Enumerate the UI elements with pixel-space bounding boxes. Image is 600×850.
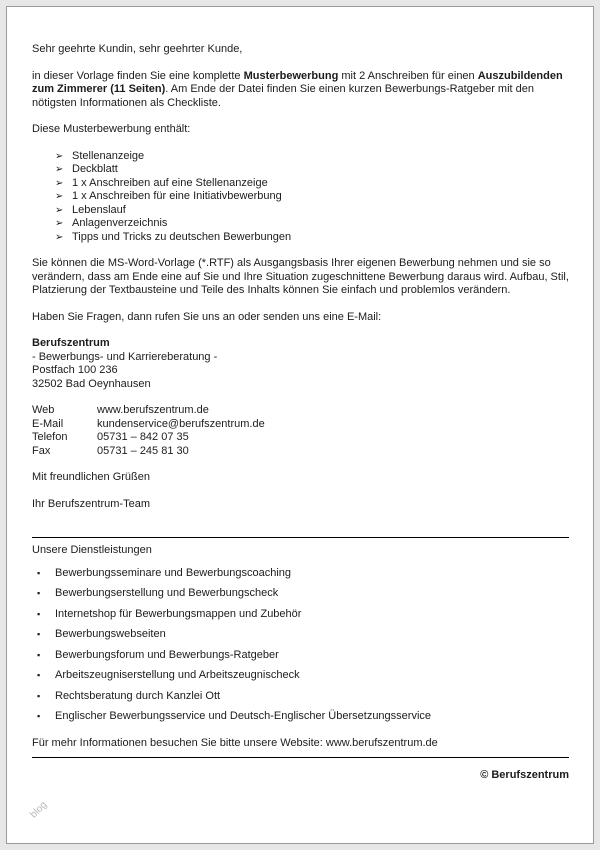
- text-segment: in dieser Vorlage finden Sie eine komplette: [32, 69, 244, 82]
- arrow-bullet-icon: ➢: [55, 191, 64, 202]
- contents-heading: Diese Musterbewerbung enthält:: [32, 123, 191, 135]
- text-segment: Auszubildenden zum Zimmerer (11 Seiten): [32, 69, 563, 95]
- services-list: [37, 567, 569, 724]
- list-item-text: Tipps und Tricks zu deutschen Bewerbungen: [72, 230, 292, 243]
- contact-value: www.berufszentrum.de: [97, 404, 209, 416]
- contents-list-item: [55, 163, 569, 177]
- list-item-text: Bewerbungserstellung und Bewerbungscheck: [55, 587, 279, 599]
- contents-list: [55, 150, 569, 245]
- arrow-bullet-icon: ➢: [55, 231, 64, 243]
- contact-row: [32, 445, 569, 459]
- list-item-text: Lebenslauf: [72, 203, 126, 216]
- square-bullet-icon: ▪: [37, 567, 41, 578]
- square-bullet-icon: ▪: [37, 629, 41, 639]
- list-item-text: Arbeitszeugniserstellung und Arbeitszeugnischeck: [55, 669, 300, 681]
- divider-bottom: [32, 757, 569, 758]
- square-bullet-icon: ▪: [37, 690, 41, 701]
- contents-list-item: [55, 231, 569, 245]
- contact-value: kundenservice@berufszentrum.de: [97, 417, 265, 430]
- contents-list-item: [55, 177, 569, 191]
- arrow-bullet-icon: ➢: [55, 164, 64, 175]
- contact-row: [32, 431, 569, 445]
- list-item-text: Englischer Bewerbungsservice und Deutsch-Englischer Übersetzungsservice: [55, 710, 432, 722]
- divider-top: [32, 537, 569, 538]
- contact-label: E-Mail: [32, 417, 64, 430]
- company-pobox: Postfach 100 236: [32, 364, 118, 376]
- intro-paragraph: [32, 70, 569, 111]
- company-subtitle: - Bewerbungs- und Karriereberatung -: [32, 350, 218, 363]
- square-bullet-icon: ▪: [37, 670, 41, 680]
- contact-value: 05731 – 245 81 30: [97, 444, 189, 457]
- contact-table: [32, 404, 569, 458]
- contents-list-item: [55, 190, 569, 204]
- document-page: [6, 6, 594, 844]
- contact-label: Web: [32, 404, 55, 416]
- contents-list-item: [55, 204, 569, 218]
- text-segment: Musterbewerbung: [243, 69, 339, 82]
- list-item-text: Stellenanzeige: [72, 149, 145, 162]
- service-list-item: [37, 608, 569, 622]
- contact-row: [32, 404, 569, 418]
- copyright: © Berufszentrum: [480, 769, 569, 781]
- service-list-item: [37, 628, 569, 642]
- arrow-bullet-icon: ➢: [55, 218, 64, 229]
- salutation: Sehr geehrte Kundin, sehr geehrter Kunde,: [32, 43, 243, 55]
- body-paragraph: Sie können die MS-Word-Vorlage (*.RTF) als Ausgangsbasis Ihrer eigenen Bewerbung nehmen und sie so verändern, dass am Ende eine auf Sie und Ihre Situation zugeschnittene Bewerbung daraus wird. Aufbau, Stil, Platzierung der Textbausteine und Teile des Inhalts können Sie einfach und problemlos verändern.: [32, 257, 569, 296]
- list-item-text: Bewerbungsforum und Bewerbungs-Ratgeber: [55, 648, 279, 661]
- text-segment: . Am Ende der Datei finden Sie einen kurzen Bewerbungs-Ratgeber mit den nötigsten Informationen als Checkliste.: [32, 83, 534, 109]
- contact-row: [32, 418, 569, 432]
- contact-prompt: Haben Sie Fragen, dann rufen Sie uns an oder senden uns eine E-Mail:: [32, 310, 382, 323]
- list-item-text: Rechtsberatung durch Kanzlei Ott: [55, 689, 221, 702]
- list-item-text: Bewerbungswebseiten: [55, 628, 166, 640]
- service-list-item: [37, 567, 569, 581]
- contents-list-item: [55, 217, 569, 231]
- closing: Mit freundlichen Grüßen: [32, 471, 150, 483]
- list-item-text: Internetshop für Bewerbungsmappen und Zubehör: [55, 607, 302, 620]
- contact-value: 05731 – 842 07 35: [97, 431, 189, 443]
- list-item-text: Anlagenverzeichnis: [72, 217, 168, 229]
- list-item-text: Bewerbungsseminare und Bewerbungscoaching: [55, 566, 292, 579]
- list-item-text: 1 x Anschreiben für eine Initiativbewerbung: [72, 190, 282, 202]
- services-heading: Unsere Dienstleistungen: [32, 544, 152, 556]
- contact-label: Telefon: [32, 431, 68, 443]
- footer-info: Für mehr Informationen besuchen Sie bitte unsere Website: www.berufszentrum.de: [32, 736, 438, 749]
- arrow-bullet-icon: ➢: [55, 177, 64, 189]
- list-item-text: 1 x Anschreiben auf eine Stellenanzeige: [72, 176, 268, 189]
- service-list-item: [37, 649, 569, 663]
- contact-label: Fax: [32, 444, 51, 457]
- arrow-bullet-icon: ➢: [55, 204, 64, 216]
- square-bullet-icon: ▪: [37, 711, 41, 721]
- signature: Ihr Berufszentrum-Team: [32, 497, 150, 510]
- service-list-item: [37, 710, 569, 724]
- company-name: Berufszentrum: [32, 337, 110, 349]
- square-bullet-icon: ▪: [37, 608, 41, 619]
- arrow-bullet-icon: ➢: [55, 150, 64, 162]
- contents-list-item: [55, 150, 569, 164]
- company-block: [32, 337, 569, 391]
- list-item-text: Deckblatt: [72, 163, 118, 175]
- square-bullet-icon: ▪: [37, 649, 41, 660]
- square-bullet-icon: ▪: [37, 588, 41, 598]
- service-list-item: [37, 587, 569, 601]
- blog-watermark: blog: [28, 798, 50, 820]
- service-list-item: [37, 669, 569, 683]
- company-city: 32502 Bad Oeynhausen: [32, 377, 151, 390]
- text-segment: mit 2 Anschreiben für einen: [338, 69, 478, 82]
- service-list-item: [37, 690, 569, 704]
